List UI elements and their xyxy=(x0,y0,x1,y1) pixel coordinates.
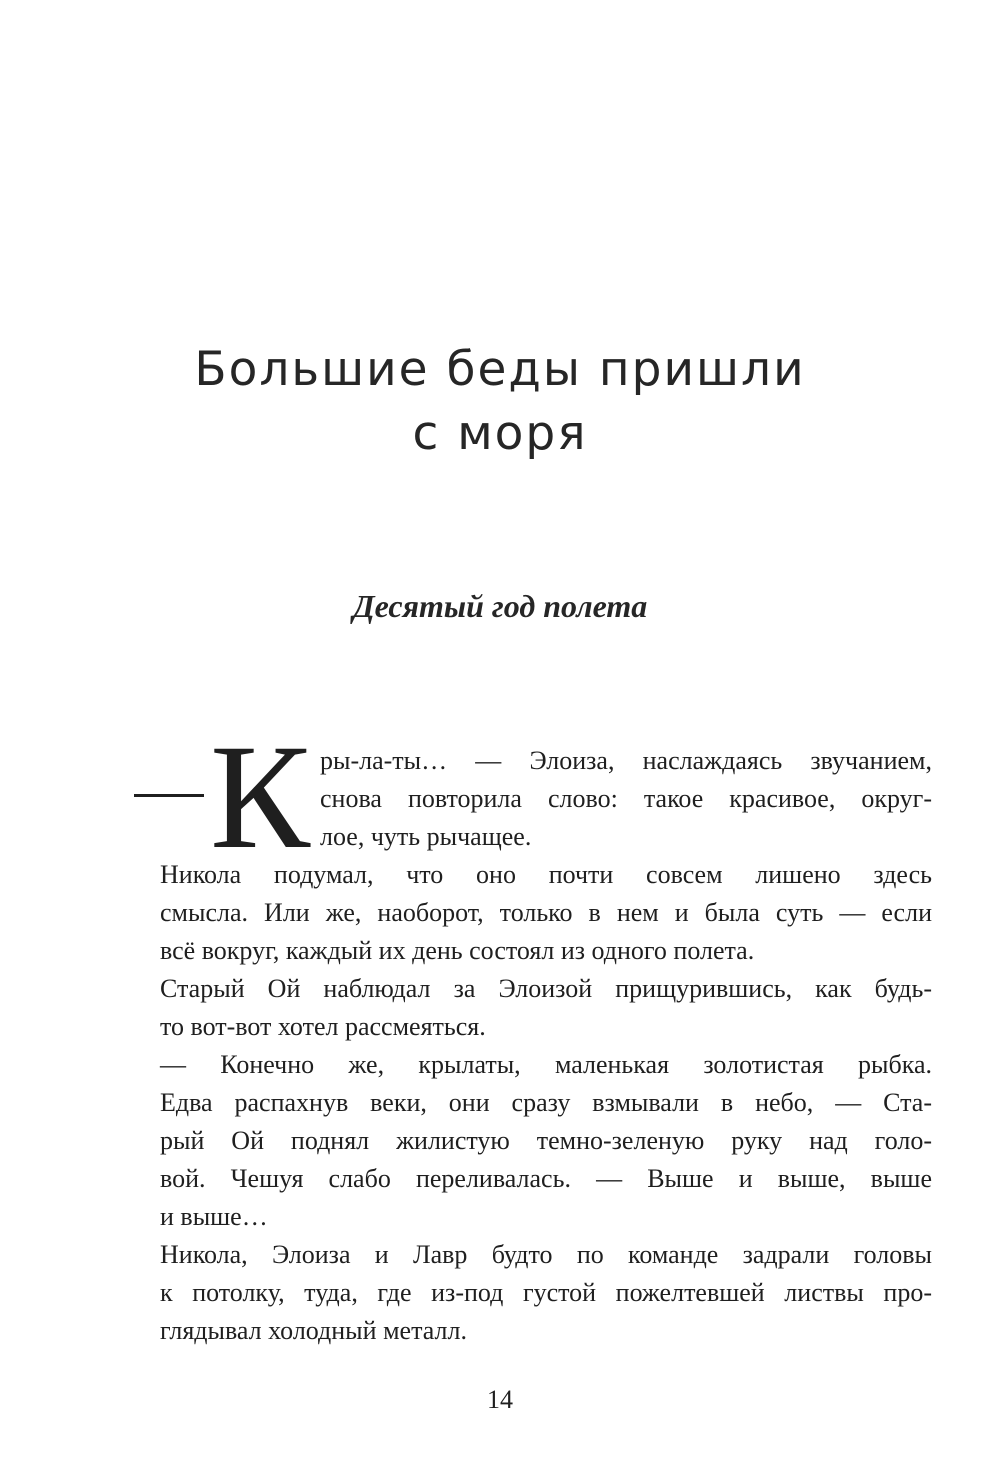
text-line: к потолку, туда, где из-под густой пожелтевшей листвы про- xyxy=(160,1278,932,1307)
text-line: Никола подумал, что оно почти совсем лишено здесь xyxy=(160,860,932,889)
opening-lines xyxy=(320,742,932,856)
text-line: то вот-вот хотел рассмеяться. xyxy=(160,1012,486,1041)
opening-dash xyxy=(134,794,204,797)
drop-cap-letter: К xyxy=(210,714,311,880)
text-line: Никола, Элоиза и Лавр будто по команде задрали головы xyxy=(160,1240,932,1269)
chapter-title xyxy=(0,338,1000,466)
chapter-title-line-2: с моря xyxy=(412,406,588,461)
text-line: глядывал холодный металл. xyxy=(160,1316,467,1345)
text-line: ры-ла-ты… — Элоиза, наслаждаясь звучанием, xyxy=(320,746,932,775)
text-line: снова повторила слово: такое красивое, округ- xyxy=(320,784,932,813)
body-text xyxy=(134,714,932,1350)
text-line: Старый Ой наблюдал за Элоизой прищурившись, как будь- xyxy=(160,974,932,1003)
text-line: Едва распахнув веки, они сразу взмывали в небо, — Ста- xyxy=(160,1088,932,1117)
paragraphs xyxy=(134,856,932,1350)
text-line: вой. Чешуя слабо переливалась. — Выше и выше, выше xyxy=(160,1164,932,1193)
paragraph xyxy=(134,1236,932,1350)
text-line: всё вокруг, каждый их день состоял из одного полета. xyxy=(160,936,755,965)
paragraph xyxy=(134,970,932,1046)
text-line: и выше… xyxy=(160,1202,268,1231)
paragraph xyxy=(134,1046,932,1236)
chapter-title-line-1: Большие беды пришли xyxy=(194,342,806,397)
text-line: рый Ой поднял жилистую темно-зеленую руку над голо- xyxy=(160,1126,932,1155)
text-line: лое, чуть рычащее. xyxy=(320,822,532,851)
text-line: — Конечно же, крылаты, маленькая золотистая рыбка. xyxy=(160,1050,932,1079)
text-line: смысла. Или же, наоборот, только в нем и была суть — если xyxy=(160,898,932,927)
page-number: 14 xyxy=(487,1385,513,1414)
chapter-subtitle: Десятый год полета xyxy=(352,588,648,624)
